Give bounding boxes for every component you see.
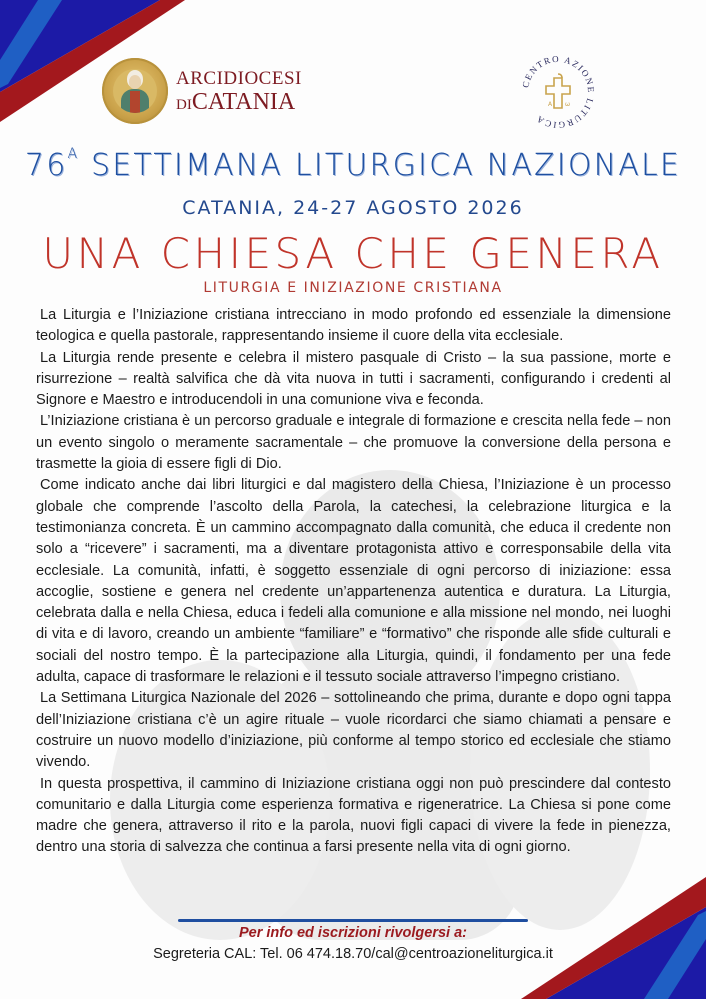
contact-details[interactable]: Segreteria CAL: Tel. 06 474.18.70/cal@centroazioneliturgica.it: [153, 946, 553, 962]
contact-divider: [178, 919, 528, 922]
event-name: SETTIMANA LITURGICA NAZIONALE: [91, 148, 682, 183]
alpha-glyph: A: [548, 101, 553, 108]
event-place-dates: CATANIA, 24-27 AGOSTO 2026: [182, 197, 524, 219]
edition-superscript: A: [67, 146, 80, 162]
arcidiocesi-catania-logo: [102, 58, 302, 124]
centro-azione-liturgica-logo: [518, 52, 598, 132]
event-title: [0, 148, 706, 183]
edition-number: 76: [24, 148, 68, 183]
logo-di: DI: [176, 96, 192, 113]
logo-line-1: ARCIDIOCESI: [176, 67, 302, 89]
paragraph: In questa prospettiva, il cammino di Iniziazione cristiana oggi non può prescindere dal contesto comunitario e dalla Liturgia come esperienza formativa e rigeneratrice. La Chiesa si pone come madre che genera, attraverso il rito e la parola, nuovi figli capaci di vivere la fede in pienezza, dentro una storia di salvezza che continua a farsi presente nella vita di ogni giorno.: [36, 775, 671, 856]
paragraph: La Liturgia rende presente e celebra il mistero pasquale di Cristo – la sua passione, morte e risurrezione – realtà salvifica che dà vita nuova in tutti i sacramenti, configurando i credenti al Signore e Maestro e introducendoli in una comunione viva e feconda.: [36, 349, 671, 409]
event-theme: UNA CHIESA CHE GENERA: [42, 229, 664, 278]
logo-ring-text: CENTRO AZIONE LITURGICA: [520, 53, 597, 131]
paragraph: L’Iniziazione cristiana è un percorso graduale e integrale di formazione e crescita nella fede – non un evento singolo o meramente sacramentale – che promuove la conversione della persona e trasmette la gioia di essere figli di Dio.: [36, 413, 671, 473]
saint-agatha-seal-icon: [102, 58, 168, 124]
svg-text:CENTRO AZIONE LITURGICA: [520, 54, 596, 130]
logo-line-2: CATANIA: [191, 88, 296, 115]
paragraph: La Liturgia e l’Iniziazione cristiana intrecciano in modo profondo ed essenziale la dimensione teologica e quella pastorale, rappresentando insieme il cuore della vita ecclesiale.: [36, 307, 671, 345]
paragraph: La Settimana Liturgica Nazionale del 2026 – sottolineando che prima, durante e dopo ogni tappa dell’Iniziazione cristiana c’è un agire rituale – vuole ricordarci che siamo chiamati a pensare e costruire un nuovo modello d’iniziazione, più conforme al tempo storico ed ecclesiale che stiamo vivendo.: [36, 690, 671, 771]
contact-label: Per info ed iscrizioni rivolgersi a:: [238, 925, 468, 941]
event-subtheme: LITURGIA E INIZIAZIONE CRISTIANA: [203, 280, 503, 296]
paragraph: Come indicato anche dai libri liturgici e dal magistero della Chiesa, l’Iniziazione è un processo globale che comprende l’ascolto della Parola, la catechesi, la celebrazione liturgica e la testimonianza concreta. È un cammino accompagnato dalla comunità, che educa il credente non solo a “ricevere” i sacramenti, ma a diventare protagonista attivo e corresponsabile della vita ecclesiale. La comunità, infatti, è soggetto essenziale di ogni percorso di iniziazione: essa accoglie, sostiene e genera nel credente un’appartenenza autentica e duratura. La Liturgia, celebrata dalla e nella Chiesa, educa i fedeli alla comunione e alla missione nel mondo, nei luoghi di vita e di lavoro, creando un ambiente “familiare” e “formativo” che risponde alle sfide culturali e sociali del nostro tempo. È la partecipazione alla Liturgia, quindi, il fondamento per una fede adulta, capace di trasformare le relazioni e il tessuto sociale attraverso l’impegno cristiano.: [36, 477, 671, 686]
omega-glyph: ω: [565, 101, 571, 108]
body-text: [36, 305, 671, 859]
